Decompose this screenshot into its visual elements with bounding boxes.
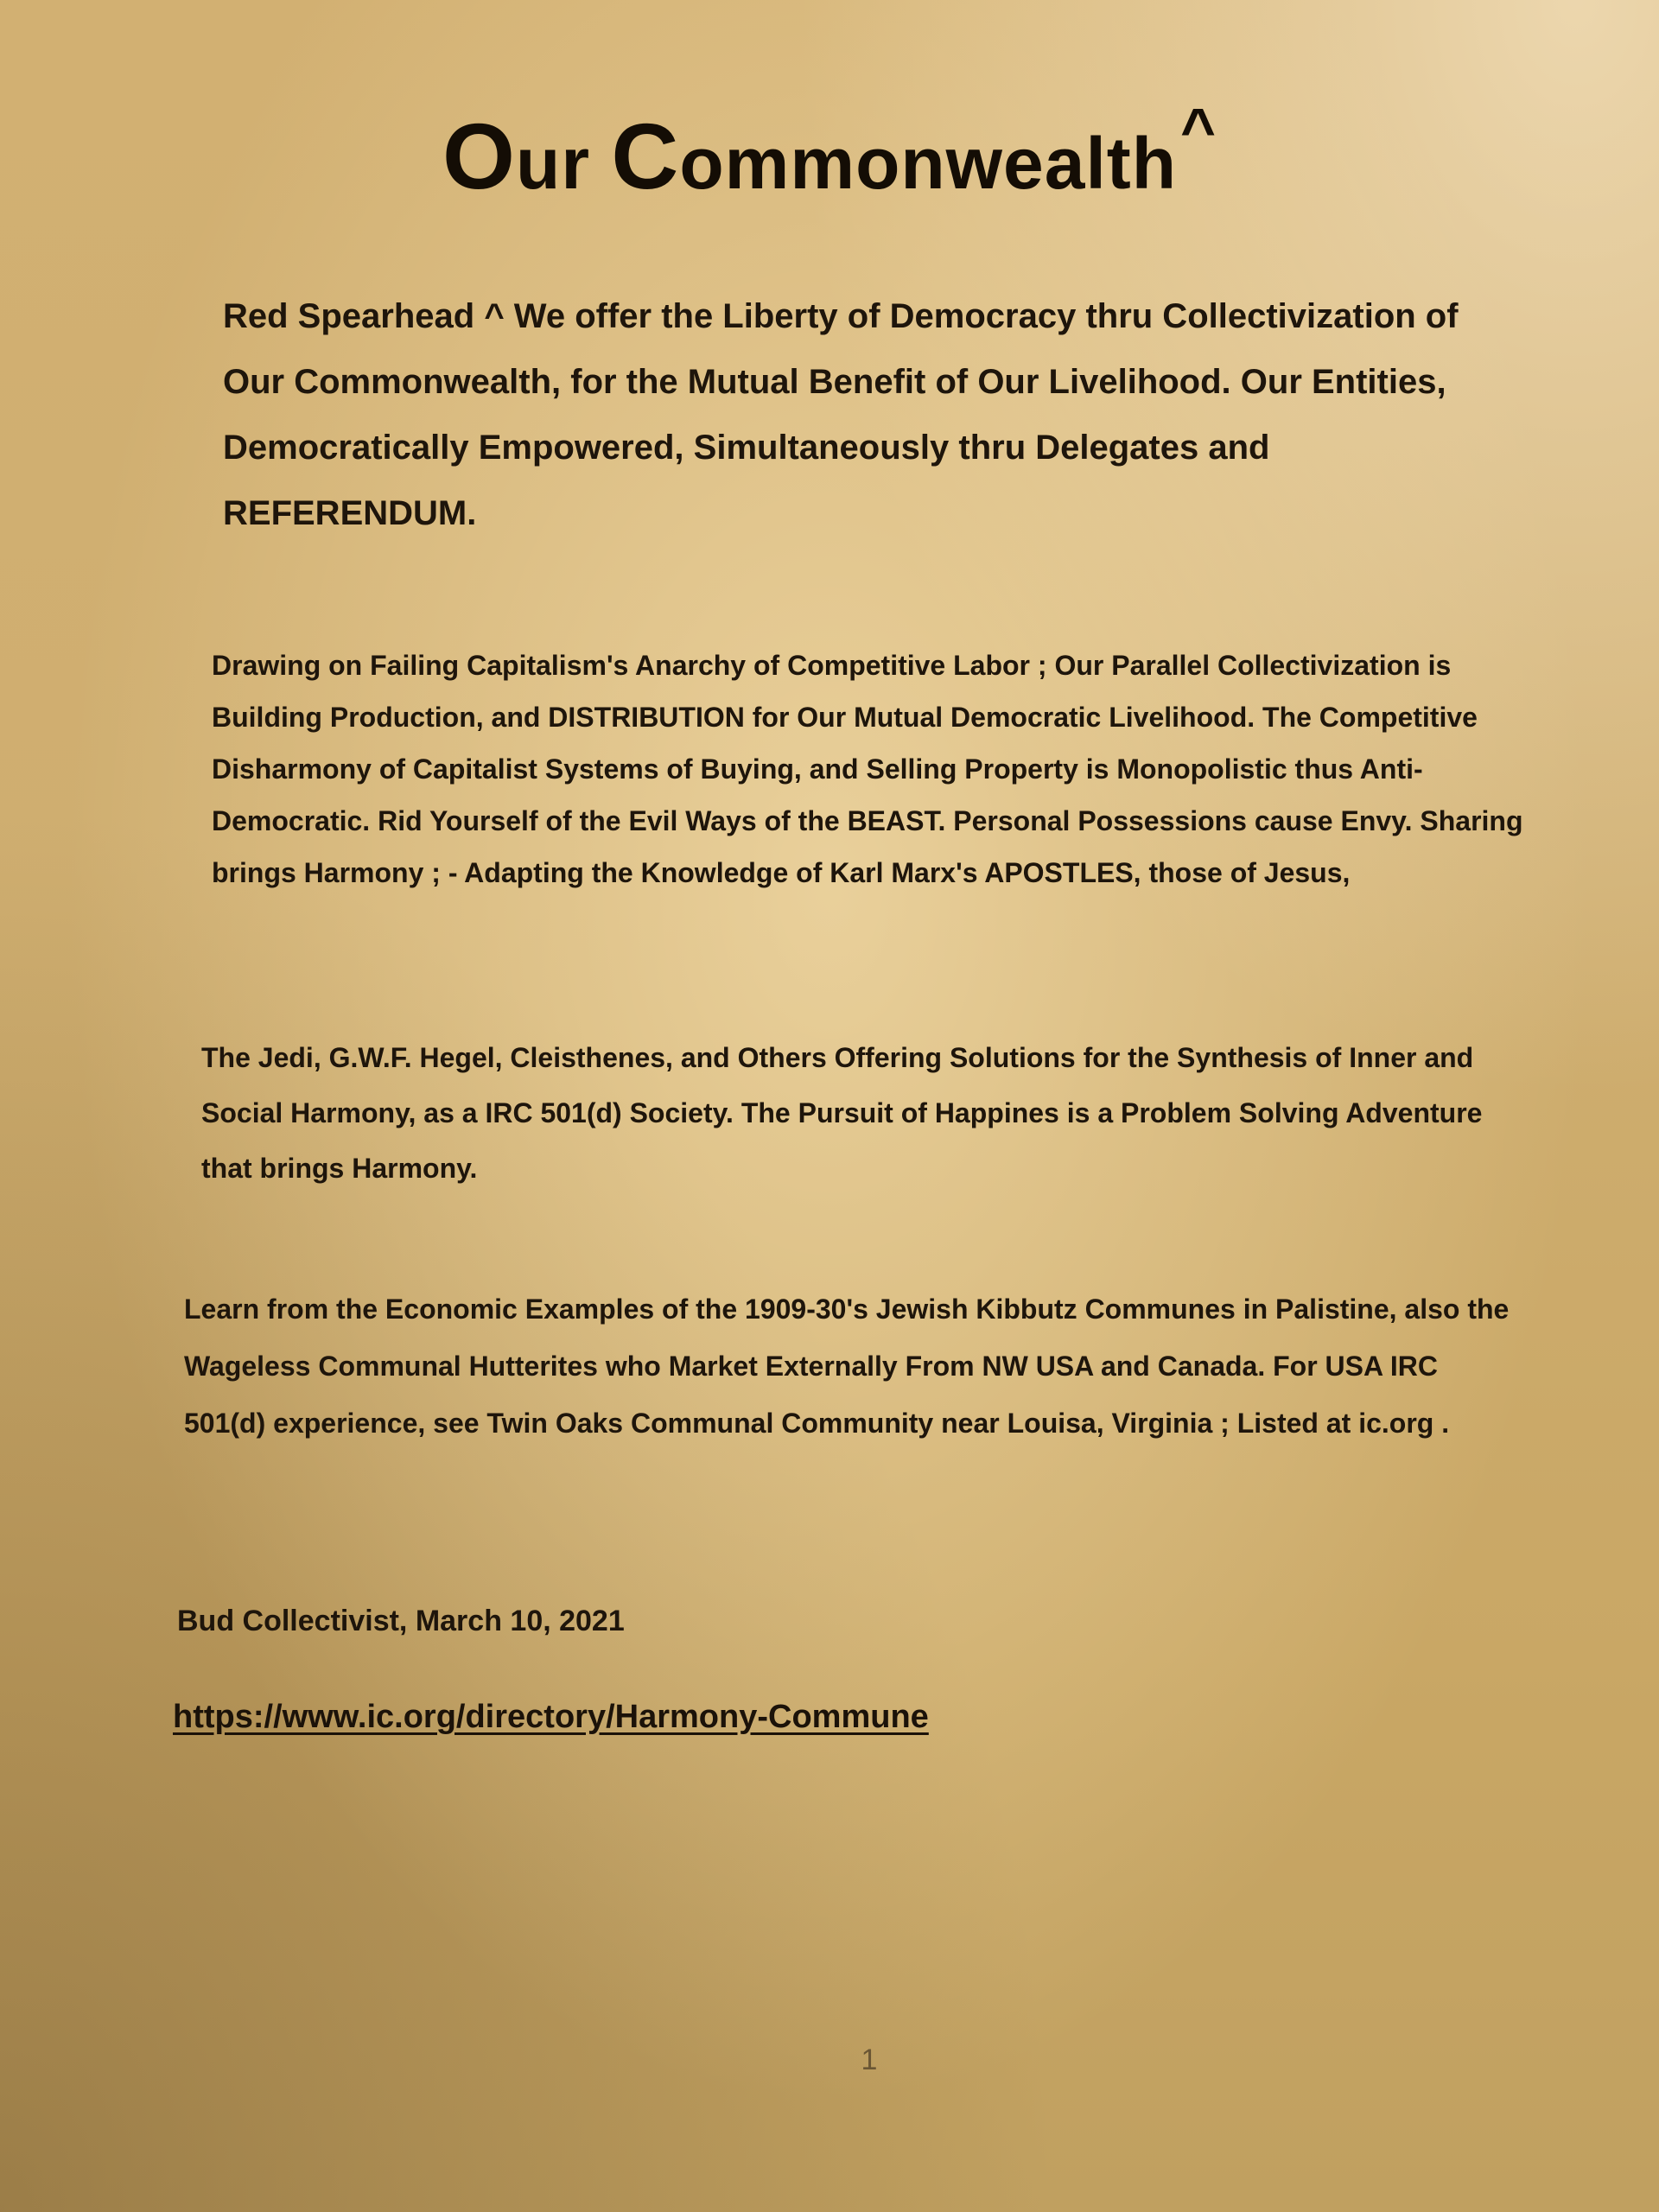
title-initial-c: C: [611, 104, 680, 208]
title-word-our: ur: [516, 123, 612, 204]
body-paragraph-1: Drawing on Failing Capitalism's Anarchy of Competitive Labor ; Our Parallel Collectivization is Building Production, and DISTRIBUTION for Our Mutual Democratic Livelihood. The Competitive Disharmony of Capitalist Systems of Buying, and Selling Property is Monopolistic thus Anti-Democratic. Rid Yourself of the Evil Ways of the BEAST. Personal Possessions cause Envy. Sharing brings Harmony ; - Adapting the Knowledge of Karl Marx's APOSTLES, those of Jesus,: [212, 650, 1523, 888]
directory-link[interactable]: https://www.ic.org/directory/Harmony-Commune: [173, 1699, 929, 1735]
body-paragraph-2: The Jedi, G.W.F. Hegel, Cleisthenes, and Others Offering Solutions for the Synthesis of Inner and Social Harmony, as a IRC 501(d) Society. The Pursuit of Happines is a Problem Solving Adventure that brings Harmony.: [201, 1042, 1483, 1184]
body-paragraph-3: Learn from the Economic Examples of the 1909-30's Jewish Kibbutz Communes in Palistine, also the Wageless Communal Hutterites who Market Externally From NW USA and Canada. For USA IRC 501(d) experience, see Twin Oaks Communal Community near Louisa, Virginia ; Listed at ic.org .: [184, 1294, 1510, 1439]
title-initial-o: O: [442, 104, 517, 208]
page-number: 1: [861, 2044, 878, 2076]
lead-paragraph: Red Spearhead ^ We offer the Liberty of Democracy thru Collectivization of Our Commonwealth, for the Mutual Benefit of Our Livelihood. Our Entities, Democratically Empowered, Simultaneously thru Delegates and REFERENDUM.: [223, 297, 1459, 532]
title-caret: ^: [1180, 96, 1217, 163]
signature-line: Bud Collectivist, March 10, 2021: [177, 1605, 625, 1637]
page-title: [0, 95, 1659, 210]
title-word-commonwealth: ommonwealth: [679, 123, 1178, 204]
